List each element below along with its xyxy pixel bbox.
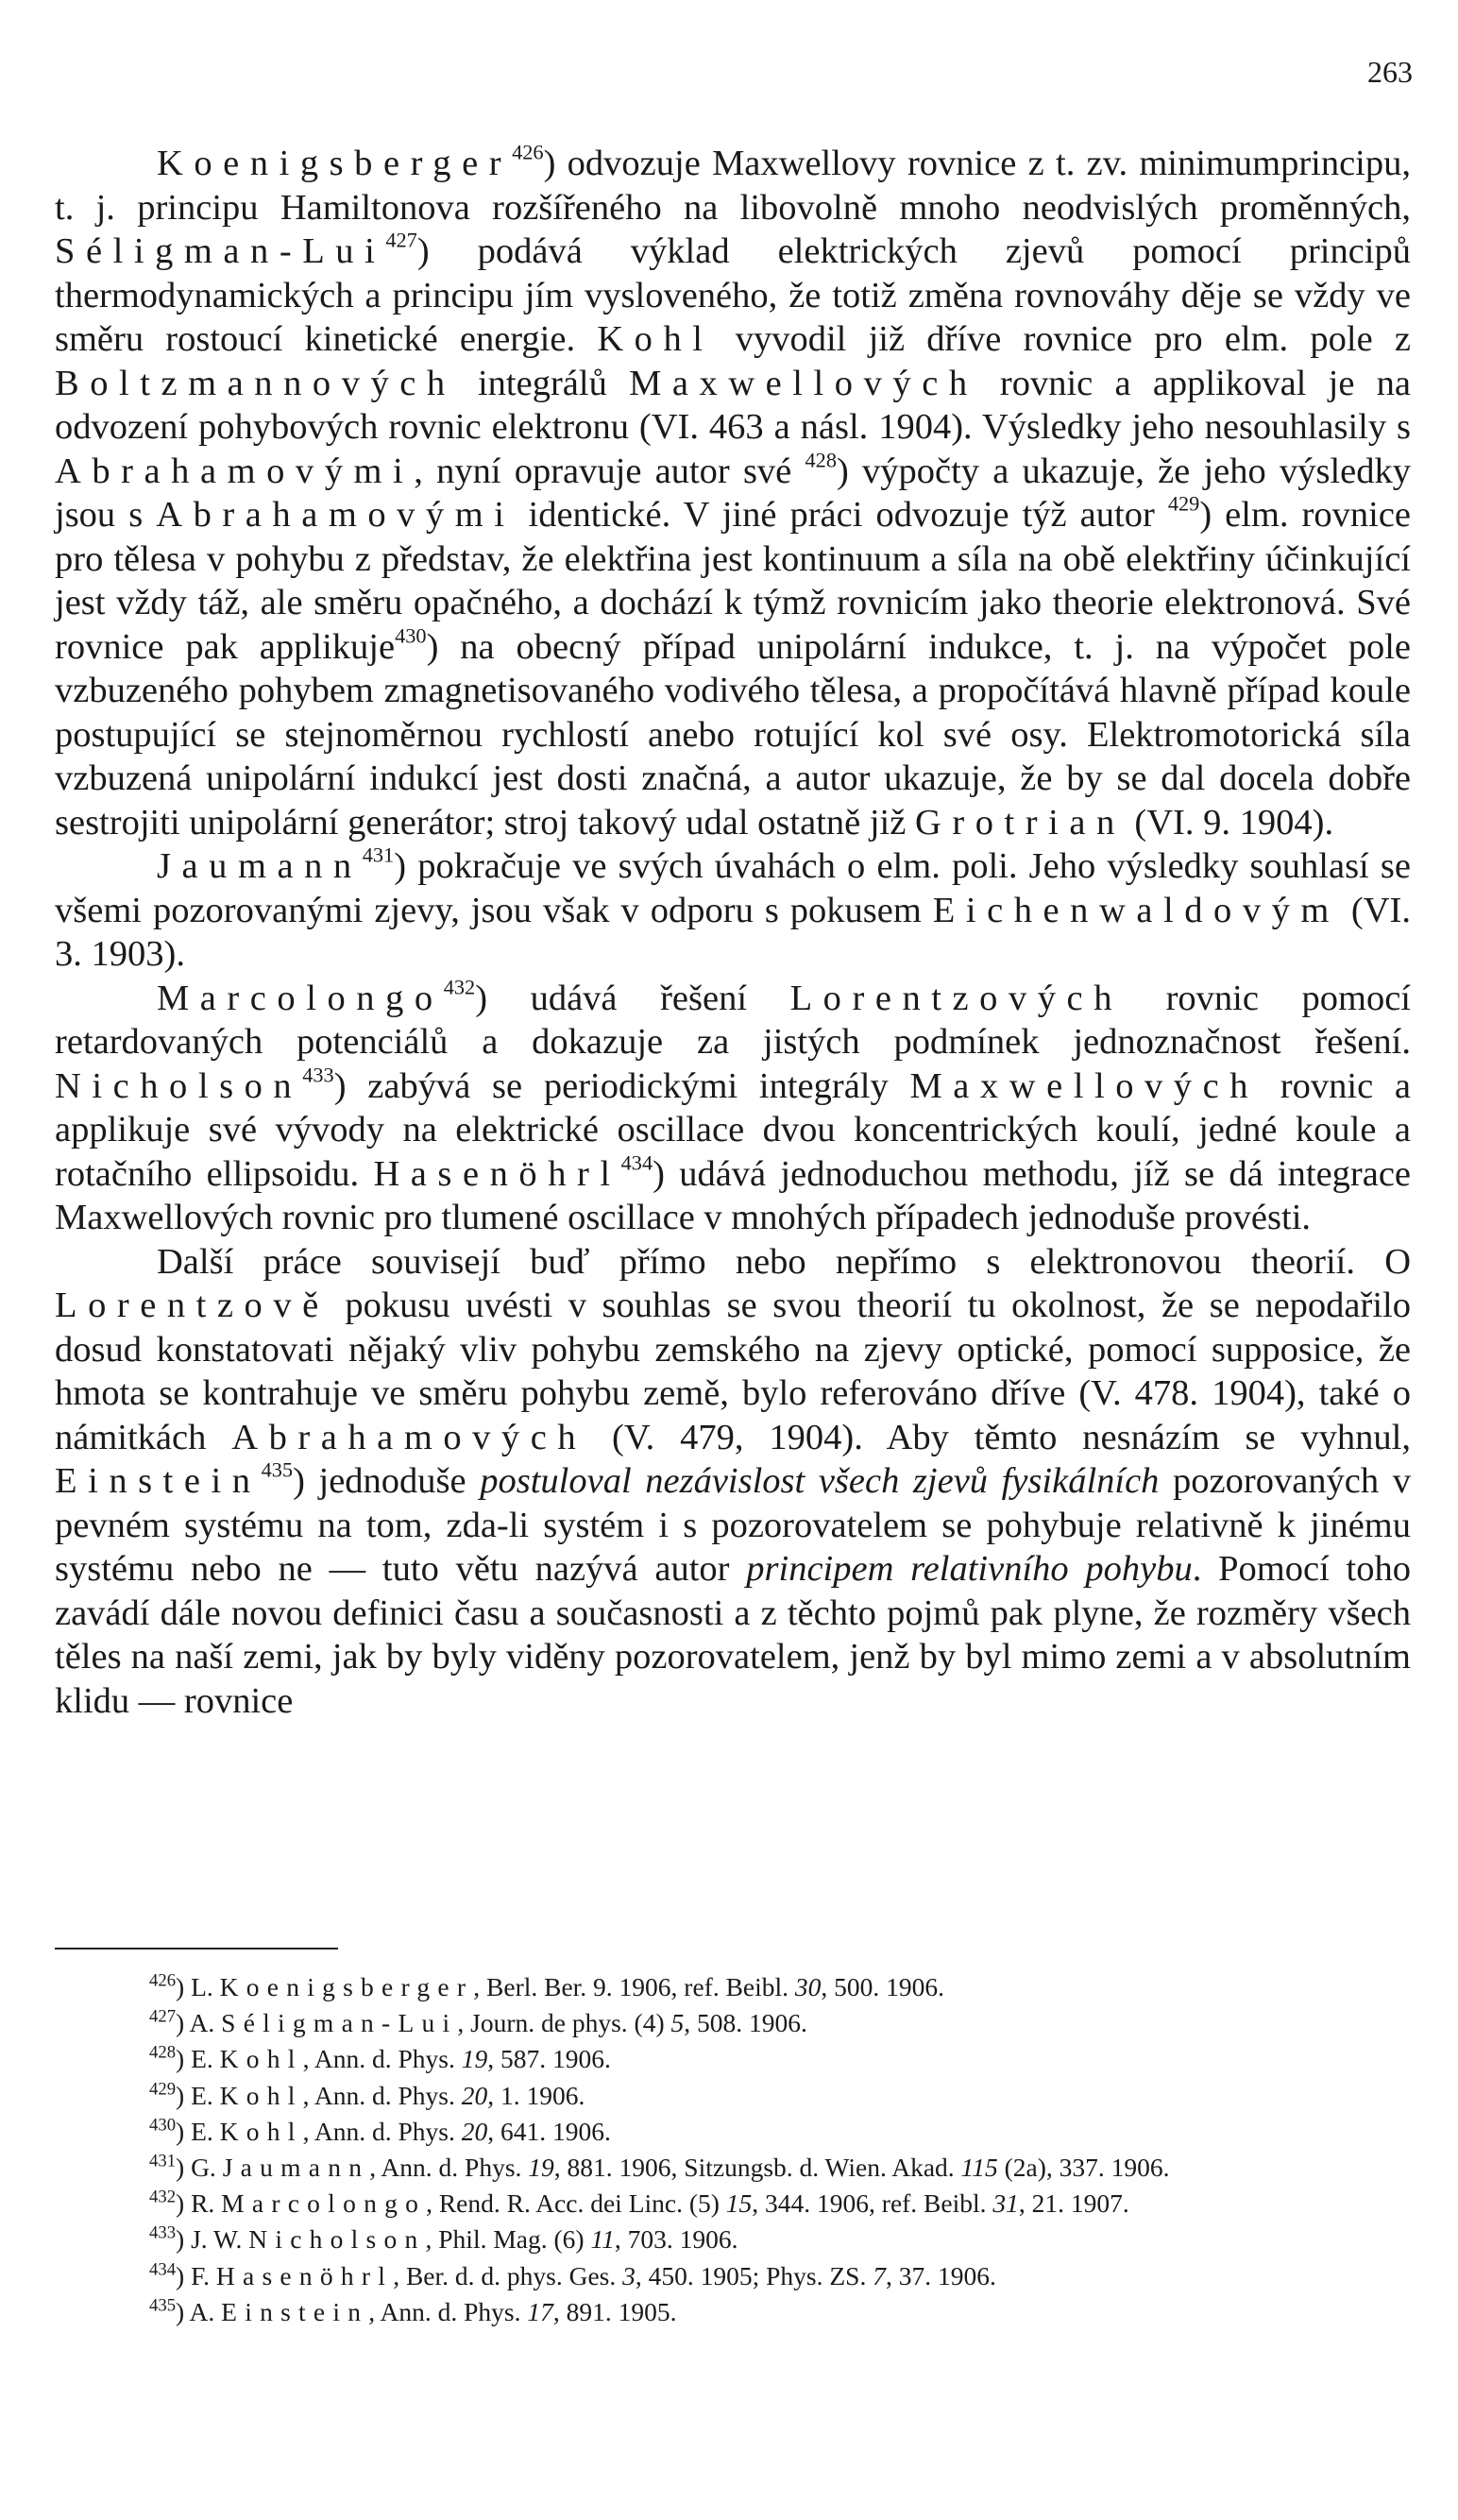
- author-name: Lorentzově: [55, 1286, 330, 1325]
- volume: 15: [725, 2188, 753, 2219]
- footnote-ref: 432: [443, 974, 476, 998]
- footnote-text: , Phil. Mag. (6): [425, 2224, 591, 2255]
- text-run: integrálů: [455, 363, 630, 403]
- volume: 5: [670, 2008, 685, 2038]
- volume: 20: [461, 2080, 488, 2110]
- footnote-text: ) L.: [176, 1972, 220, 2001]
- text-run: ) jednoduše: [293, 1461, 481, 1501]
- text-run: Další práce souvisejí buď přímo nebo nepřímo s elektronovou theorií. O: [157, 1241, 1411, 1282]
- footnote: [55, 2186, 1411, 2222]
- footnote-text: , Rend. R. Acc. dei Linc. (5): [426, 2188, 726, 2219]
- footnote-number: 430: [149, 2115, 177, 2136]
- footnote-number: 434: [149, 2259, 177, 2280]
- footnote: [55, 2005, 1411, 2041]
- volume: 3: [622, 2260, 636, 2290]
- text-run: ) udává řešení: [475, 978, 790, 1018]
- author-name: Hasenöhrl: [215, 2260, 394, 2290]
- footnote-ref: 431: [362, 843, 395, 867]
- author-name: Lorentzových: [789, 978, 1123, 1018]
- footnote-number: 429: [149, 2079, 177, 2100]
- footnote: [55, 2258, 1411, 2294]
- author-name: Grotrian: [914, 802, 1126, 843]
- author-name: Abrahamovými: [156, 495, 516, 535]
- volume: 19: [461, 2044, 488, 2074]
- author-name: Einstein: [55, 1461, 262, 1501]
- footnote-text: , Ber. d. d. phys. Ges.: [393, 2260, 623, 2290]
- footnote-text: , Ann. d. Phys.: [302, 2116, 462, 2146]
- volume: 17: [527, 2296, 553, 2326]
- footnote-number: 435: [149, 2295, 177, 2316]
- footnote-text: , 21. 1907.: [1018, 2188, 1129, 2219]
- footnote-text: , Ann. d. Phys.: [368, 2296, 528, 2326]
- author-name: Kohl: [597, 319, 714, 359]
- text-run: ) pokračuje ve svých úvahách o elm. poli. Jeho výsledky souhlasí se všemi pozorovanými zjevy, jsou však v odporu s pokusem: [55, 846, 1411, 930]
- author-name: Jaumann: [222, 2153, 370, 2183]
- footnote-text: ) A.: [176, 2296, 222, 2326]
- text-run: (VI. 3. 1903).: [55, 890, 1411, 974]
- author-name: Abrahamových: [231, 1417, 587, 1457]
- author-name: Nicholson: [55, 1065, 303, 1106]
- footnote-ref: 426: [512, 140, 544, 164]
- footnote-text: ) E.: [176, 2044, 220, 2074]
- footnote-text: , Journ. de phys. (4): [457, 2008, 671, 2038]
- footnote-ref: 435: [261, 1457, 294, 1482]
- text-run: rovnic pomocí retardovaných potenciálů a dokazuje za jistých podmínek jednoznačnost řešení.: [55, 978, 1411, 1062]
- author-name: Koenigsberger: [157, 144, 513, 183]
- footnote-number: 427: [149, 2006, 177, 2027]
- footnote-text: , 500. 1906.: [821, 1972, 945, 2001]
- emphasis: postuloval nezávislost všech zjevů fysikálních: [480, 1461, 1160, 1501]
- author-name: Marcolongo: [221, 2188, 427, 2219]
- text-run: (V. 479, 1904). Aby těmto nesnázím se vyhnul,: [586, 1417, 1412, 1457]
- footnote-text: ) E.: [176, 2080, 220, 2110]
- text-run: ) výpočty a ukazuje, že jeho výsledky jsou s: [55, 451, 1411, 535]
- footnote-text: ) A.: [176, 2008, 222, 2038]
- footnote: [55, 2150, 1411, 2186]
- author-name: Nicholson: [248, 2224, 426, 2255]
- footnote-ref: 433: [302, 1062, 334, 1086]
- footnote: [55, 2294, 1411, 2330]
- paragraph: [55, 974, 1412, 1240]
- footnote-text: , Ann. d. Phys.: [302, 2044, 462, 2074]
- footnote-text: , 891. 1905.: [552, 2296, 677, 2326]
- author-name: Kohl: [219, 2044, 303, 2074]
- volume: 11: [590, 2224, 615, 2255]
- paragraph: [55, 1240, 1411, 1724]
- text-run: vyvodil již dříve rovnice pro elm. pole z: [713, 319, 1411, 359]
- footnote: [55, 2114, 1411, 2150]
- volume: 31: [992, 2188, 1019, 2219]
- text-run: ) elm. rovnice pro tělesa v pohybu z představ, že elektřina jest kontinuum a síla na obě elektřiny účinkující jest vždy táž, ale směru opačného, a dochází k týmž rovnicím jako theorie elektronová. Své rovnice pak applikuje: [55, 495, 1411, 667]
- author-name: Maxwellových: [629, 363, 978, 403]
- footnote-text: , 344. 1906, ref. Beibl.: [752, 2188, 993, 2219]
- footnote-text: , 508. 1906.: [684, 2008, 807, 2038]
- volume: 30: [794, 1972, 822, 2001]
- footnote-ref: 429: [1167, 491, 1200, 516]
- author-name: Kohl: [219, 2080, 303, 2110]
- footnote-ref: 428: [805, 447, 837, 471]
- author-name: Eichenwaldovým: [932, 890, 1340, 930]
- author-name: Marcolongo: [157, 978, 444, 1018]
- footnote-text: , 1. 1906.: [487, 2080, 585, 2110]
- footnote-text: , 37. 1906.: [885, 2260, 996, 2290]
- text-run: pokusu uvésti v souhlas se svou theorií tu okolnost, že se nepodařilo dosud konstatovati nějaký vliv pohybu zemského na zjevy optické, pomocí supposice, že hmota se kontrahuje ve směru pohybu země, bylo referováno dříve (V. 478. 1904), také o námitkách: [55, 1286, 1411, 1457]
- author-name: Maxwellových: [909, 1065, 1260, 1106]
- footnote-number: 431: [149, 2151, 177, 2171]
- footnote-text: ) J. W.: [176, 2224, 249, 2255]
- text-run: . Pomocí toho zavádí dále novou definici času a současnosti a z těchto pojmů pak plyne, že rozměry všech těles na naší zemi, jak by byly viděny pozorovatelem, jenž by byl mimo zemi a v absolutním klidu — rovnice: [55, 1549, 1411, 1721]
- paragraph: [55, 142, 1411, 844]
- footnote-text: , Ann. d. Phys.: [369, 2153, 529, 2183]
- text-run: ) podává výklad elektrických zjevů pomocí principů thermodynamických a principu jím vysloveného, že totiž změna rovnováhy děje se vždy ve směru rostoucí kinetické energie.: [55, 231, 1411, 359]
- footnote: [55, 2222, 1411, 2257]
- footnote-number: 433: [149, 2223, 177, 2244]
- footnote-text: , 450. 1905; Phys. ZS.: [635, 2260, 873, 2290]
- footnote-text: , Ann. d. Phys.: [302, 2080, 462, 2110]
- footnote-text: , 881. 1906, Sitzungsb. d. Wien. Akad.: [553, 2153, 961, 2183]
- footnote-ref: 427: [385, 228, 417, 252]
- body-text: [55, 142, 1411, 1723]
- footnote-text: ) E.: [176, 2116, 220, 2146]
- text-run: (VI. 9. 1904).: [1125, 802, 1334, 843]
- author-name: Jaumann: [157, 846, 363, 886]
- footnote: [55, 2078, 1411, 2114]
- footnote-number: 428: [149, 2043, 177, 2064]
- footnote: [55, 2041, 1411, 2077]
- text-run: rovnic a applikuje své vývody na elektrické oscillace dvou koncentrických koulí, jedné koule a rotačního ellipsoidu.: [55, 1065, 1411, 1194]
- emphasis: principem relativního pohybu: [746, 1549, 1193, 1589]
- page-number: 263: [1367, 55, 1413, 89]
- author-name: Koenigsberger: [219, 1972, 474, 2001]
- text-run: ) odvozuje Maxwellovy rovnice z t. zv. minimumprincipu, t. j. principu Hamiltonova rozšířeného na libovolně mnoho neodvislých proměnných,: [55, 144, 1411, 228]
- footnote-ref: 434: [620, 1149, 653, 1174]
- footnote-text: (2a), 337. 1906.: [997, 2153, 1170, 2183]
- volume: 19: [528, 2153, 554, 2183]
- author-name: Einstein: [221, 2296, 369, 2326]
- volume: 7: [873, 2260, 886, 2290]
- footnote-text: , 703. 1906.: [614, 2224, 738, 2255]
- volume: 20: [461, 2116, 488, 2146]
- text-run: , nyní opravuje autor své: [414, 451, 805, 491]
- text-run: ) udává jednoduchou methodu, jíž se dá integrace Maxwellových rovnic pro tlumené oscillace v mnohých případech jednoduše provésti.: [55, 1153, 1412, 1237]
- footnote-text: ) G.: [176, 2153, 223, 2183]
- text-run: identické. V jiné práci odvozuje týž autor: [515, 495, 1168, 535]
- footnote-rule: [55, 1948, 338, 1950]
- text-run: pozorovaných v pevném systému na tom, zda-li systém i s pozorovatelem se pohybuje relativně k jinému systému nebo ne — tuto větu nazývá autor: [55, 1461, 1411, 1589]
- footnote-text: ) F.: [176, 2260, 216, 2290]
- text-run: rovnic a applikoval je na odvození pohybových rovnic elektronu (VI. 463 a násl. 1904). Výsledky jeho nesouhlasily s: [55, 363, 1411, 447]
- footnote-text: , 587. 1906.: [487, 2044, 611, 2074]
- footnote-number: 426: [149, 1970, 177, 1991]
- footnote: [55, 1969, 1411, 2005]
- author-name: Séligman-Lui: [55, 231, 386, 271]
- footnote-text: , Berl. Ber. 9. 1906, ref. Beibl.: [473, 1972, 795, 2001]
- text-run: ) zabývá se periodickými integrály: [333, 1065, 910, 1106]
- author-name: Hasenöhrl: [373, 1153, 621, 1194]
- volume: 115: [960, 2153, 998, 2183]
- footnote-number: 432: [149, 2187, 177, 2207]
- author-name: Abrahamovými: [55, 451, 415, 491]
- footnote-text: ) R.: [176, 2188, 222, 2219]
- footnote-ref: 430: [395, 622, 427, 647]
- footnote-text: , 641. 1906.: [487, 2116, 611, 2146]
- footnotes: [55, 1969, 1411, 2330]
- paragraph: [55, 844, 1411, 977]
- author-name: Kohl: [219, 2116, 303, 2146]
- author-name: Séligman-Lui: [221, 2008, 458, 2038]
- text-run: ) na obecný případ unipolární indukce, t. j. na výpočet pole vzbuzeného pohybem zmagnetisovaného vodivého tělesa, a propočítává hlavně případ koule postupující se stejnoměrnou rychlostí anebo rotující kol své osy. Elektromotorická síla vzbuzená unipolární indukcí jest dosti značná, a autor ukazuje, že by se dal docela dobře sestrojiti unipolární generátor; stroj takový udal ostatně již: [55, 626, 1411, 843]
- author-name: Boltzmannových: [55, 363, 456, 403]
